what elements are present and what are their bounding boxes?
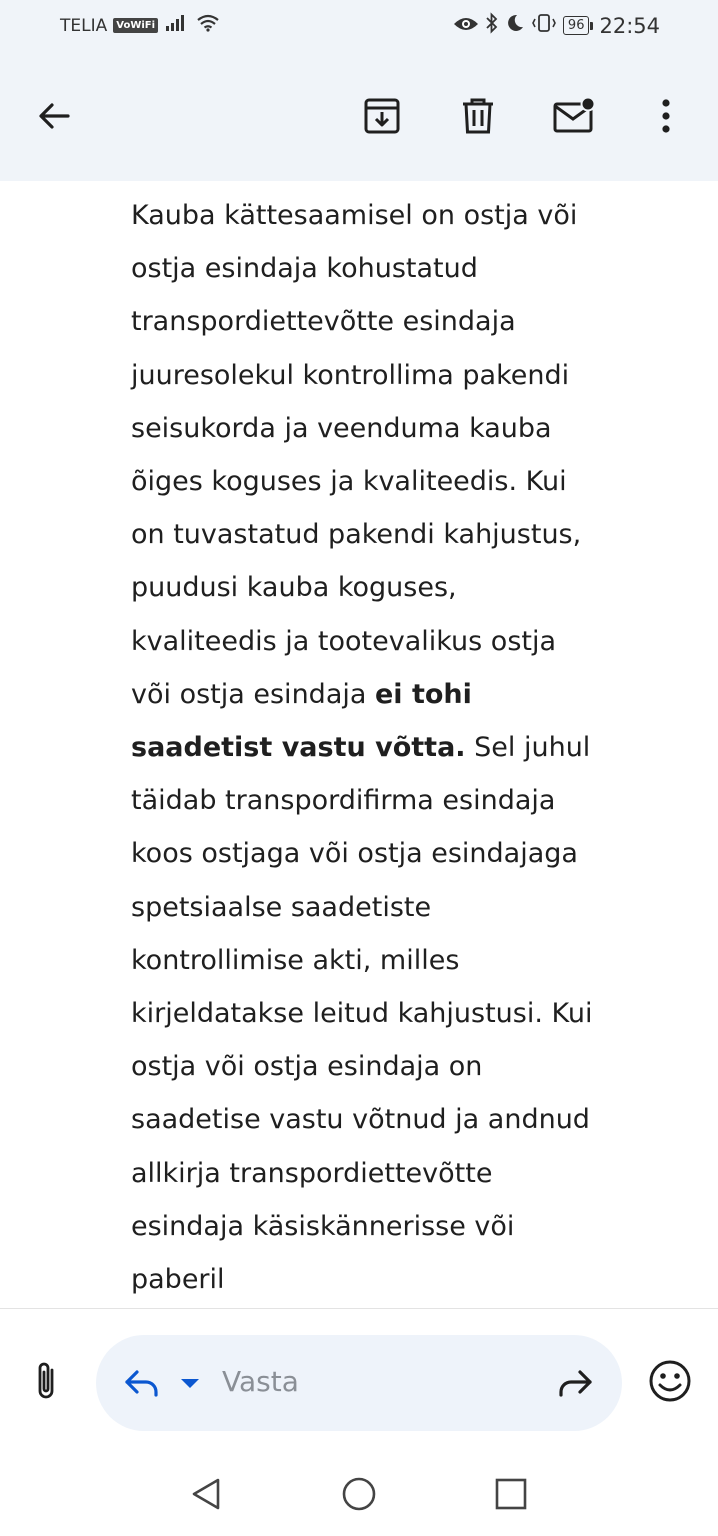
message-text-bold: ei tohi saadetist vastu võtta. bbox=[131, 678, 472, 764]
clock: 22:54 bbox=[599, 13, 660, 38]
app-bar bbox=[0, 80, 718, 156]
reply-icon bbox=[122, 1388, 162, 1407]
nav-recents-icon bbox=[491, 1499, 531, 1518]
reply-button[interactable] bbox=[122, 1363, 162, 1403]
archive-icon bbox=[363, 97, 401, 139]
arrow-left-icon bbox=[36, 98, 72, 138]
message-body bbox=[0, 181, 718, 1309]
carrier-label: TELIA bbox=[60, 15, 108, 36]
more-options-button[interactable] bbox=[640, 92, 692, 144]
nav-home-button[interactable] bbox=[339, 1474, 379, 1514]
reply-field[interactable] bbox=[96, 1335, 622, 1431]
reply-options-dropdown[interactable] bbox=[176, 1369, 204, 1397]
battery-level: 96 bbox=[563, 16, 590, 35]
vibrate-icon bbox=[531, 13, 557, 38]
nav-back-button[interactable] bbox=[186, 1474, 226, 1514]
message-text bbox=[131, 189, 601, 1306]
paperclip-icon bbox=[33, 1360, 59, 1406]
archive-button[interactable] bbox=[356, 92, 408, 144]
mail-unread-icon bbox=[552, 96, 596, 140]
caret-down-icon bbox=[176, 1382, 204, 1401]
battery-tip bbox=[590, 22, 593, 30]
top-area bbox=[0, 0, 718, 181]
wifi-icon bbox=[196, 14, 220, 37]
bluetooth-icon bbox=[485, 12, 499, 39]
status-left bbox=[60, 14, 220, 37]
message-text-part-2: Sel juhul täidab transpordifirma esindaja koos ostjaga või ostja esindajaga spetsiaalse saadetiste kontrollimise akti, milles kirjeldatakse leitud kahjustusi. Kui ostja või ostja esindaja on saadetise vastu võtnud ja andnud allkirja transpordiettevõtte esindaja käsiskännerisse või paberil bbox=[131, 732, 593, 1296]
status-right bbox=[453, 12, 660, 39]
emoji-icon bbox=[646, 1390, 694, 1409]
delete-button[interactable] bbox=[452, 92, 504, 144]
message-text-part-1: Kauba kättesaamisel on ostja või ostja esindaja kohustatud transpordiettevõtte esindaja juuresolekul kontrollima pakendi seisukorda ja veenduma kauba õiges koguses ja kvaliteedis. Kui on tuvastatud pakendi kahjustus, puudusi kauba koguses, kvaliteedis ja tootevalikus ostja või ostja esindaja bbox=[131, 200, 582, 710]
status-bar bbox=[0, 0, 718, 56]
nav-recents-button[interactable] bbox=[491, 1474, 531, 1514]
reply-bar bbox=[0, 1309, 718, 1454]
eye-icon bbox=[453, 14, 479, 38]
signal-icon bbox=[164, 14, 190, 37]
trash-icon bbox=[460, 97, 496, 139]
forward-button[interactable] bbox=[554, 1363, 596, 1403]
emoji-button[interactable] bbox=[646, 1357, 694, 1405]
nav-home-icon bbox=[339, 1499, 379, 1518]
more-vert-icon bbox=[660, 98, 672, 138]
vowifi-badge: VoWiFi bbox=[113, 18, 158, 33]
mark-unread-button[interactable] bbox=[548, 92, 600, 144]
system-nav-bar bbox=[0, 1454, 718, 1536]
back-button[interactable] bbox=[28, 92, 80, 144]
battery-indicator bbox=[563, 16, 594, 35]
reply-placeholder: Vasta bbox=[222, 1365, 299, 1398]
nav-back-icon bbox=[186, 1499, 226, 1518]
moon-icon bbox=[505, 13, 525, 38]
forward-icon bbox=[554, 1388, 596, 1407]
attach-button[interactable] bbox=[22, 1359, 70, 1407]
